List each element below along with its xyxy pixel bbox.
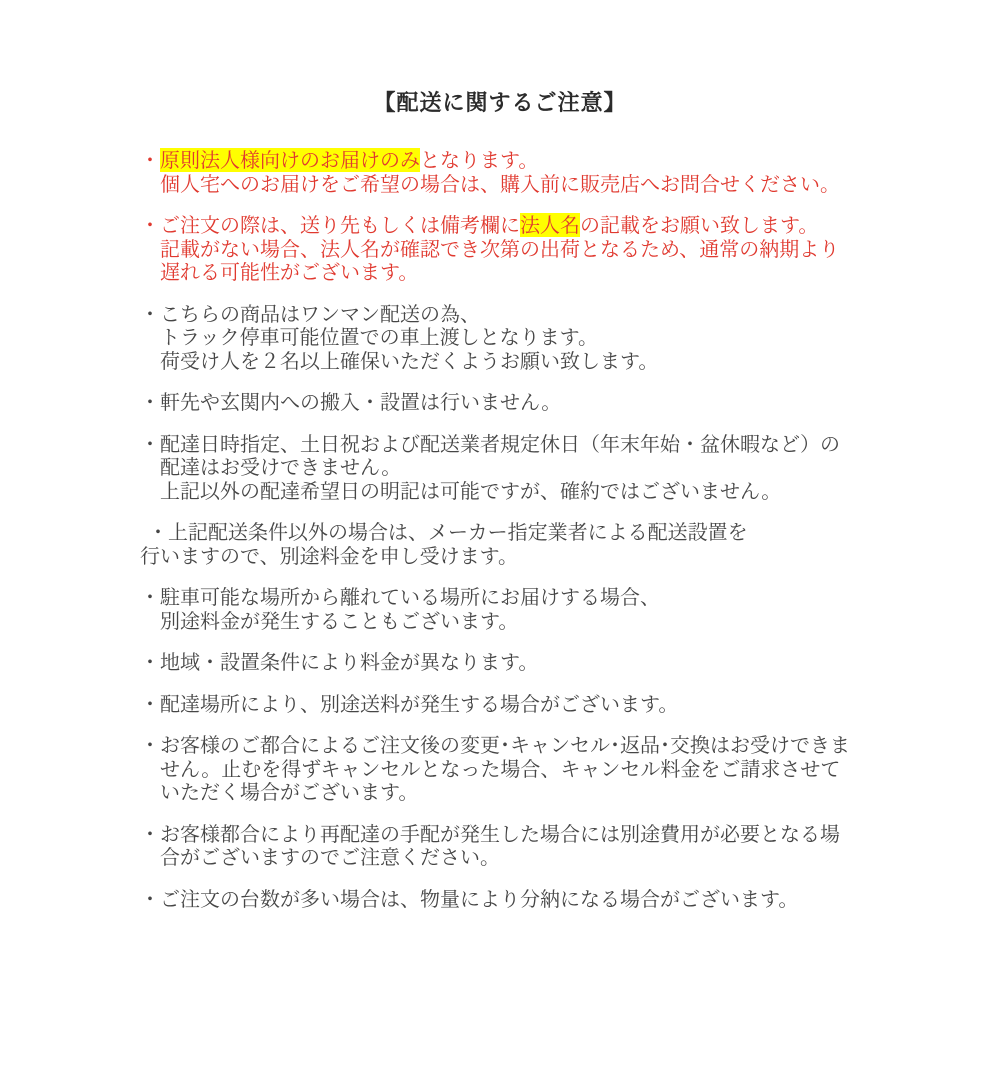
note-text: 駐車可能な場所から離れている場所にお届けする場合、 (160, 585, 660, 609)
note-line-first (140, 303, 930, 327)
note-line-continuation (140, 610, 930, 634)
note-item (140, 823, 930, 870)
bullet-icon: ・ (140, 431, 160, 456)
note-line-first (140, 888, 930, 912)
note-line-continuation (140, 350, 930, 374)
bullet-icon: ・ (140, 691, 160, 716)
bullet-icon: ・ (140, 585, 160, 609)
note-line-continuation (140, 480, 930, 504)
note-item (140, 391, 930, 415)
note-text: 記載がない場合、法人名が確認でき次第の出荷となるため、通常の納期より (160, 236, 840, 261)
note-text: 配達日時指定、土日祝および配送業者規定休日（年末年始・盆休暇など）の (160, 431, 840, 456)
note-text: 行いますので、別途料金を申し受けます。 (140, 543, 518, 568)
note-text: お客様のご都合によるご注文後の変更･キャンセル･返品･交換はお受けできま (160, 733, 850, 757)
note-item (140, 521, 930, 568)
highlighted-text: 法人名 (520, 213, 580, 237)
bullet-icon: ・ (140, 650, 160, 674)
note-line-first (140, 693, 930, 717)
note-line-continuation (140, 261, 930, 285)
note-text: 合がございますのでご注意ください。 (160, 845, 500, 869)
note-text: 荷受け人を２名以上確保いただくようお願い致します。 (160, 348, 659, 373)
note-item (140, 651, 930, 675)
note-line-first (140, 149, 930, 173)
note-text: 上記配送条件以外の場合は、メーカー指定業者による配送設置を (168, 520, 748, 544)
note-text: 個人宅へのお届けをご希望の場合は、購入前に販売店へお問合せください。 (160, 171, 840, 196)
note-text: トラック停車可能位置での車上渡しとなります。 (160, 325, 598, 349)
note-text: の記載をお願い致します。 (580, 213, 819, 237)
note-line-first (140, 214, 930, 238)
bullet-icon: ・ (140, 213, 160, 237)
note-line-continuation (140, 456, 930, 480)
note-line-first (140, 823, 930, 847)
note-line-continuation (140, 846, 930, 870)
note-line-first (140, 433, 930, 457)
note-line-continuation (140, 781, 930, 805)
page-title: 【配送に関するご注意】 (373, 91, 627, 116)
note-item (140, 214, 930, 285)
note-text: 地域・設置条件により料金が異なります。 (160, 650, 539, 674)
note-text: 配達場所により、別途送料が発生する場合がございます。 (160, 691, 679, 716)
note-text: せん。止むを得ずキャンセルとなった場合、キャンセル料金をご請求させて (160, 756, 841, 781)
bullet-icon: ・ (140, 821, 160, 846)
note-text: となります。 (420, 148, 539, 172)
note-text: 上記以外の配達希望日の明記は可能ですが、確約ではございません。 (160, 478, 782, 503)
note-line-continuation (140, 545, 930, 569)
note-item (140, 888, 930, 912)
note-line-first (140, 651, 930, 675)
bullet-icon: ・ (140, 886, 160, 911)
note-text: お客様都合により再配達の手配が発生した場合には別途費用が必要となる場 (160, 821, 840, 846)
notes-list (0, 149, 1000, 911)
note-line-first (140, 391, 930, 415)
note-item (140, 149, 930, 196)
note-text: 遅れる可能性がございます。 (160, 260, 419, 284)
bullet-icon: ・ (140, 301, 160, 326)
note-line-continuation (140, 173, 930, 197)
note-text: 軒先や玄関内への搬入・設置は行いません。 (160, 390, 562, 414)
note-text: ご注文の台数が多い場合は、物量により分納になる場合がございます。 (160, 886, 799, 911)
note-item (140, 693, 930, 717)
note-text: いただく場合がございます。 (160, 780, 419, 804)
note-text: こちらの商品はワンマン配送の為、 (160, 301, 480, 326)
note-line-first (140, 521, 930, 545)
note-text: 別途料金が発生することもございます。 (160, 608, 519, 633)
note-item (140, 734, 930, 805)
note-line-continuation (140, 758, 930, 782)
note-item (140, 586, 930, 633)
bullet-icon: ・ (140, 390, 160, 414)
bullet-icon: ・ (140, 148, 160, 172)
note-line-first (140, 586, 930, 610)
note-line-continuation (140, 326, 930, 350)
bullet-icon: ・ (140, 733, 160, 757)
highlighted-text: 原則法人様向けのお届けのみ (160, 148, 420, 172)
note-text: 配達はお受けできません。 (160, 455, 402, 479)
note-line-first (140, 734, 930, 758)
note-text: ご注文の際は、送り先もしくは備考欄に (160, 213, 520, 237)
note-item (140, 303, 930, 374)
bullet-icon: ・ (148, 520, 168, 544)
note-item (140, 433, 930, 504)
note-line-continuation (140, 238, 930, 262)
